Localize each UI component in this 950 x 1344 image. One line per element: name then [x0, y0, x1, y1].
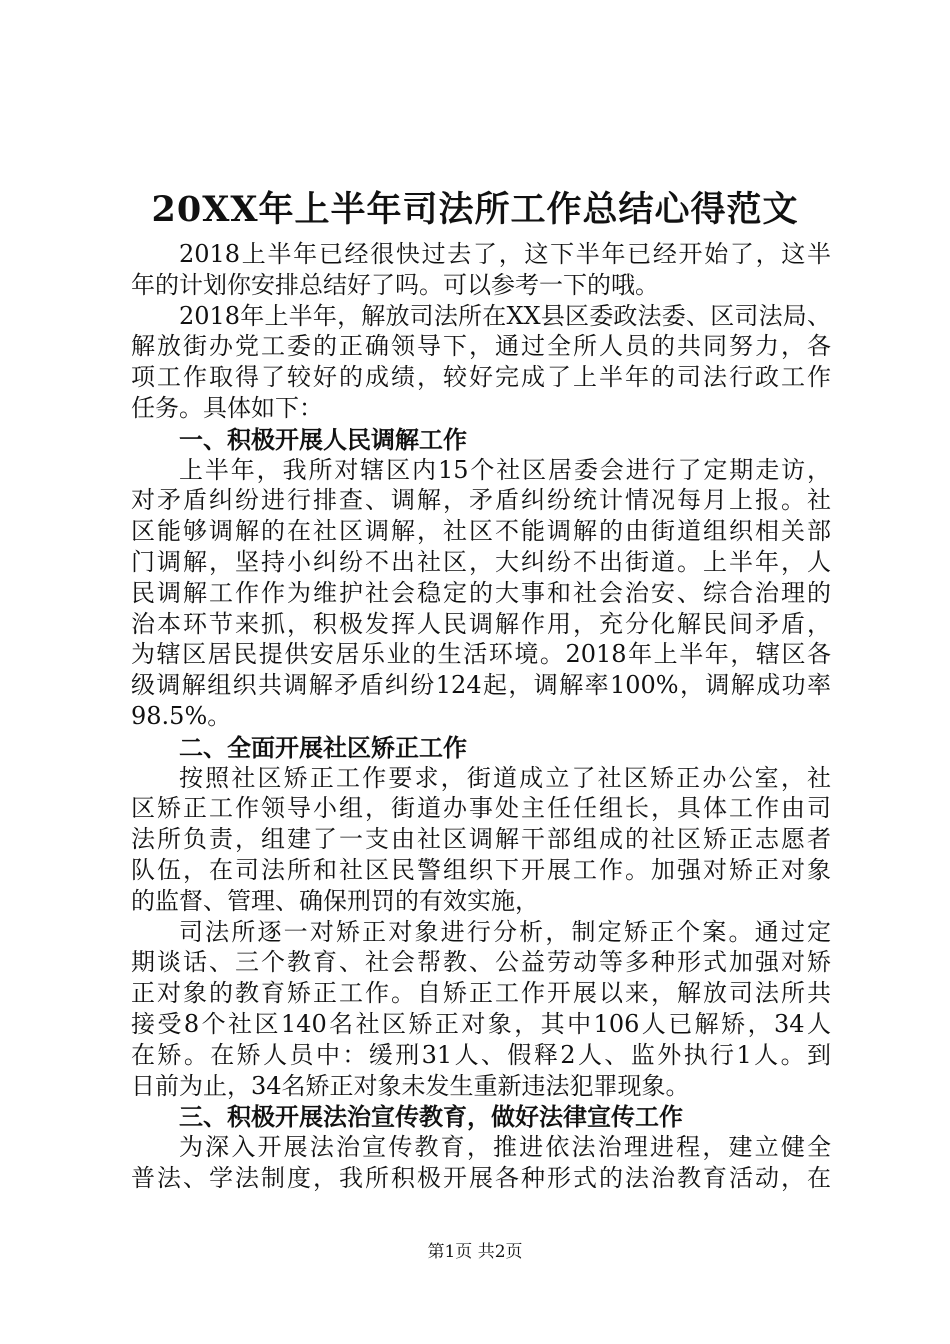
paragraph-line: 为辖区居民提供安居乐业的生活环境。2018年上半年，辖区各 [131, 640, 831, 669]
section-heading: 一、积极开展人民调解工作 [179, 424, 467, 454]
paragraph-line: 接受8个社区140名社区矫正对象，其中106人已解矫，34人 [131, 1010, 831, 1038]
paragraph-line: 按照社区矫正工作要求，街道成立了社区矫正办公室，社 [179, 763, 831, 792]
paragraph-line: 在矫。在矫人员中：缓刑31人、假释2人、监外执行1人。到 [131, 1040, 831, 1069]
paragraph-line: 项工作取得了较好的成绩，较好完成了上半年的司法行政工作 [131, 363, 831, 392]
paragraph-line: 对矛盾纠纷进行排查、调解，矛盾纠纷统计情况每月上报。社 [131, 486, 831, 515]
paragraph-line: 任务。具体如下： [131, 394, 323, 422]
paragraph-line: 治本环节来抓，积极发挥人民调解作用，充分化解民间矛盾， [131, 609, 831, 638]
section-heading: 二、全面开展社区矫正工作 [179, 732, 467, 762]
paragraph-line: 2018上半年已经很快过去了，这下半年已经开始了，这半 [179, 240, 831, 268]
paragraph-line: 普法、学法制度，我所积极开展各种形式的法治教育活动，在 [131, 1164, 831, 1192]
paragraph-line: 上半年，我所对辖区内15个社区居委会进行了定期走访， [179, 455, 831, 484]
section-heading: 三、积极开展法治宣传教育，做好法律宣传工作 [179, 1102, 683, 1132]
paragraph-line: 年的计划你安排总结好了吗。可以参考一下的哦。 [131, 270, 659, 299]
paragraph-line: 区能够调解的在社区调解，社区不能调解的由街道组织相关部 [131, 517, 831, 546]
paragraph-line: 期谈话、三个教育、社会帮教、公益劳动等多种形式加强对矫 [131, 948, 831, 977]
page-footer: 第1页 共2页 [427, 1242, 523, 1262]
paragraph-line: 队伍，在司法所和社区民警组织下开展工作。加强对矫正对象 [131, 856, 831, 884]
paragraph-line: 正对象的教育矫正工作。自矫正工作开展以来，解放司法所共 [131, 979, 831, 1008]
paragraph-line: 为深入开展法治宣传教育，推进依法治理进程，建立健全 [179, 1133, 831, 1162]
paragraph-line: 2018年上半年，解放司法所在XX县区委政法委、区司法局、 [179, 301, 831, 330]
paragraph-line: 级调解组织共调解矛盾纠纷124起，调解率100%，调解成功率 [131, 671, 831, 700]
paragraph-line: 日前为止，34名矫正对象未发生重新违法犯罪现象。 [131, 1071, 690, 1100]
paragraph-line: 门调解，坚持小纠纷不出社区，大纠纷不出街道。上半年，人 [131, 548, 831, 576]
paragraph-line: 法所负责，组建了一支由社区调解干部组成的社区矫正志愿者 [131, 825, 831, 854]
paragraph-line: 民调解工作作为维护社会稳定的大事和社会治安、综合治理的 [131, 578, 831, 607]
paragraph-line: 司法所逐一对矫正对象进行分析，制定矫正个案。通过定 [179, 917, 831, 946]
paragraph-line: 的监督、管理、确保刑罚的有效实施， [131, 886, 539, 915]
paragraph-line: 区矫正工作领导小组，街道办事处主任任组长，具体工作由司 [131, 794, 831, 823]
document-title: 20XX年上半年司法所工作总结心得范文 [151, 189, 799, 230]
paragraph-line: 解放街办党工委的正确领导下，通过全所人员的共同努力，各 [131, 332, 831, 361]
paragraph-line: 98.5%。 [131, 702, 232, 730]
